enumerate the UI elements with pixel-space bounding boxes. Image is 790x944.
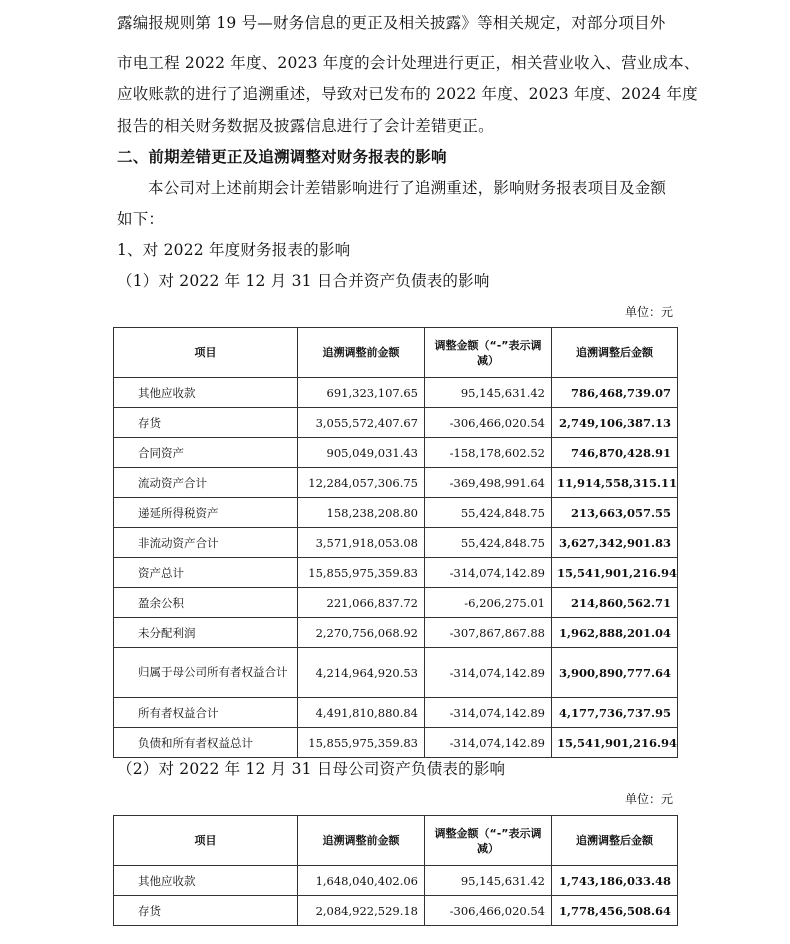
paragraph-line: 市电工程 2022 年度、2023 年度的会计处理进行更正，相关营业收入、营业成本、: [117, 54, 700, 72]
before-value: 905,049,031.43: [298, 438, 425, 468]
intro-line: 本公司对上述前期会计差错影响进行了追溯重述，影响财务报表项目及金额: [148, 179, 667, 197]
after-value: 214,860,562.71: [552, 588, 678, 618]
before-value: 2,270,756,068.92: [298, 618, 425, 648]
before-value: 3,055,572,407.67: [298, 408, 425, 438]
table2-unit: 单位：元: [624, 792, 673, 806]
adjustment-value: -306,466,020.54: [425, 408, 552, 438]
before-value: 15,855,975,359.83: [298, 728, 425, 758]
after-value: 1,778,456,508.64: [552, 896, 678, 926]
adjustment-value: -306,466,020.54: [425, 896, 552, 926]
after-value: 4,177,736,737.95: [552, 698, 678, 728]
column-header-after: 追溯调整后金额: [552, 816, 678, 866]
adjustment-value: -314,074,142.89: [425, 728, 552, 758]
row-label: 存货: [114, 896, 298, 926]
row-label: 资产总计: [114, 558, 298, 588]
before-value: 221,066,837.72: [298, 588, 425, 618]
column-header-after: 追溯调整后金额: [552, 328, 678, 378]
column-header-item: 项目: [114, 328, 298, 378]
adjustment-value: 95,145,631.42: [425, 866, 552, 896]
before-value: 4,214,964,920.53: [298, 648, 425, 698]
consolidated-balance-sheet-table: [113, 327, 678, 758]
after-value: 1,743,186,033.48: [552, 866, 678, 896]
parent-balance-sheet-table: [113, 815, 678, 926]
adjustment-value: 55,424,848.75: [425, 498, 552, 528]
after-value: 15,541,901,216.94: [552, 728, 678, 758]
table-row: [114, 618, 678, 648]
table-row: [114, 558, 678, 588]
adjustment-value: 95,145,631.42: [425, 378, 552, 408]
row-label: 非流动资产合计: [114, 528, 298, 558]
before-value: 3,571,918,053.08: [298, 528, 425, 558]
after-value: 1,962,888,201.04: [552, 618, 678, 648]
before-value: 691,323,107.65: [298, 378, 425, 408]
after-value: 213,663,057.55: [552, 498, 678, 528]
adjustment-value: -314,074,142.89: [425, 558, 552, 588]
column-header-before: 追溯调整前金额: [298, 328, 425, 378]
adjustment-value: -369,498,991.64: [425, 468, 552, 498]
before-value: 158,238,208.80: [298, 498, 425, 528]
row-label: 递延所得税资产: [114, 498, 298, 528]
after-value: 11,914,558,315.11: [552, 468, 678, 498]
row-label: 盈余公积: [114, 588, 298, 618]
table1-unit: 单位：元: [624, 305, 673, 319]
adjustment-value: 55,424,848.75: [425, 528, 552, 558]
table-row: [114, 728, 678, 758]
adjustment-value: -158,178,602.52: [425, 438, 552, 468]
row-label: 合同资产: [114, 438, 298, 468]
row-label: 归属于母公司所有者权益合计: [114, 648, 298, 698]
column-header-item: 项目: [114, 816, 298, 866]
adjustment-value: -6,206,275.01: [425, 588, 552, 618]
before-value: 4,491,810,880.84: [298, 698, 425, 728]
intro-line: 如下：: [117, 210, 165, 228]
row-label: 流动资产合计: [114, 468, 298, 498]
table2-caption: （2）对 2022 年 12 月 31 日母公司资产负债表的影响: [117, 760, 506, 778]
table-row: [114, 378, 678, 408]
table-row: [114, 588, 678, 618]
before-value: 12,284,057,306.75: [298, 468, 425, 498]
row-label: 其他应收款: [114, 866, 298, 896]
after-value: 15,541,901,216.94: [552, 558, 678, 588]
paragraph-line: 露编报规则第 19 号—财务信息的更正及相关披露》等相关规定，对部分项目外: [117, 14, 666, 32]
adjustment-value: -314,074,142.89: [425, 648, 552, 698]
table-header-row: [114, 816, 678, 866]
after-value: 746,870,428.91: [552, 438, 678, 468]
before-value: 15,855,975,359.83: [298, 558, 425, 588]
row-label: 负债和所有者权益总计: [114, 728, 298, 758]
row-label: 所有者权益合计: [114, 698, 298, 728]
table-row: [114, 648, 678, 698]
adjustment-value: -314,074,142.89: [425, 698, 552, 728]
paragraph-line: 应收账款的进行了追溯重述，导致对已发布的 2022 年度、2023 年度、2024 年度: [117, 85, 698, 103]
table-row: [114, 698, 678, 728]
table-row: [114, 896, 678, 926]
table-header-row: [114, 328, 678, 378]
row-label: 存货: [114, 408, 298, 438]
row-label: 未分配利润: [114, 618, 298, 648]
after-value: 786,468,739.07: [552, 378, 678, 408]
column-header-adjustment: 调整金额（“-”表示调减）: [425, 816, 552, 866]
before-value: 1,648,040,402.06: [298, 866, 425, 896]
table-row: [114, 528, 678, 558]
table-row: [114, 408, 678, 438]
table-row: [114, 468, 678, 498]
table-row: [114, 438, 678, 468]
before-value: 2,084,922,529.18: [298, 896, 425, 926]
after-value: 2,749,106,387.13: [552, 408, 678, 438]
table-row: [114, 498, 678, 528]
adjustment-value: -307,867,867.88: [425, 618, 552, 648]
after-value: 3,900,890,777.64: [552, 648, 678, 698]
table1-caption: （1）对 2022 年 12 月 31 日合并资产负债表的影响: [117, 272, 490, 290]
column-header-adjustment: 调整金额（“-”表示调减）: [425, 328, 552, 378]
table-row: [114, 866, 678, 896]
sub-heading: 1、对 2022 年度财务报表的影响: [117, 241, 351, 259]
column-header-before: 追溯调整前金额: [298, 816, 425, 866]
section-heading: 二、前期差错更正及追溯调整对财务报表的影响: [117, 147, 447, 166]
paragraph-line: 报告的相关财务数据及披露信息进行了会计差错更正。: [117, 117, 494, 135]
after-value: 3,627,342,901.83: [552, 528, 678, 558]
row-label: 其他应收款: [114, 378, 298, 408]
